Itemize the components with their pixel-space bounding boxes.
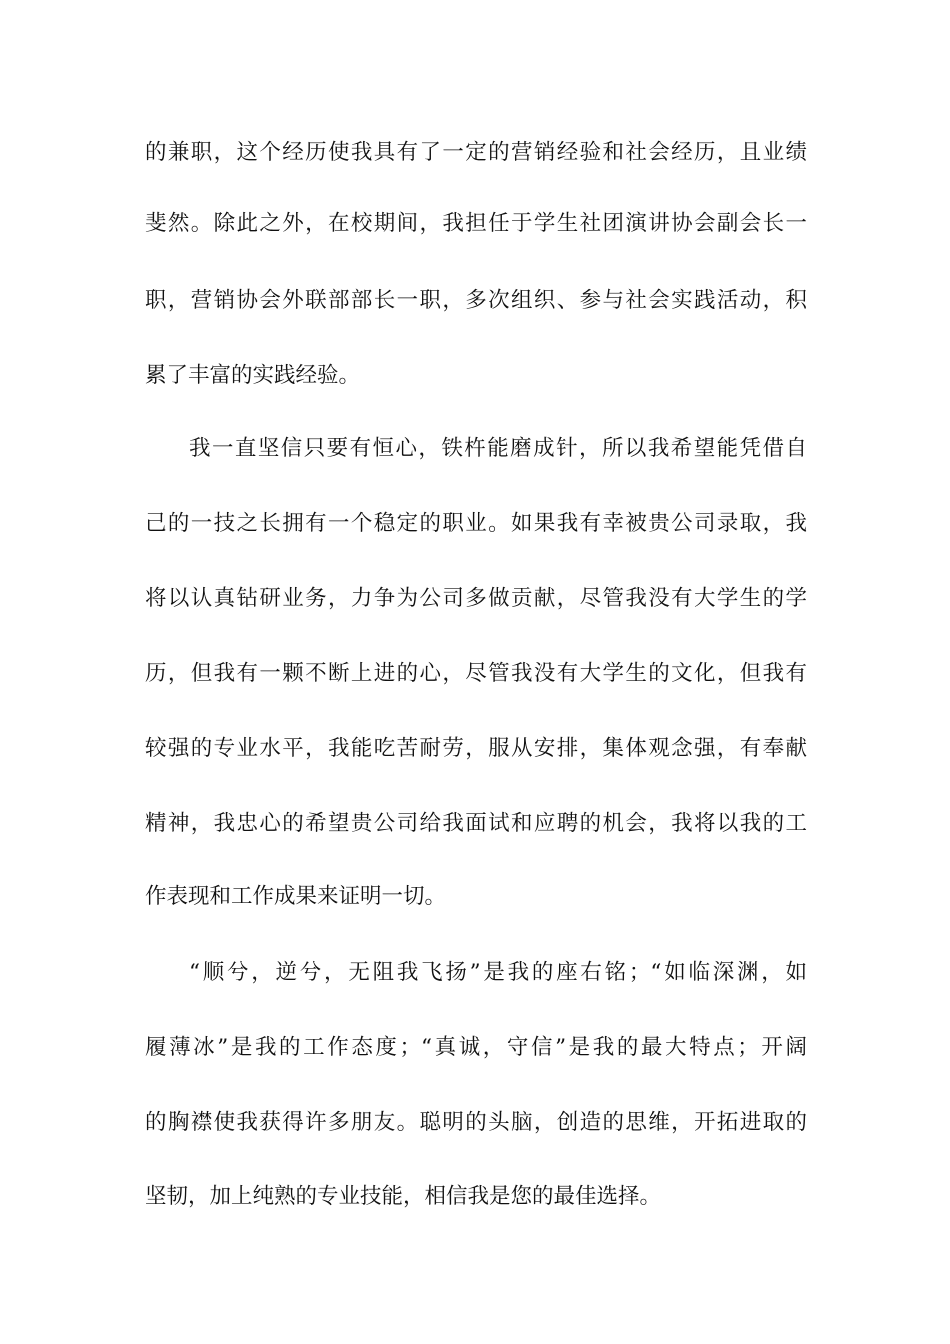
paragraph-3-line-4: 坚韧，加上纯熟的专业技能，相信我是您的最佳选择。 bbox=[145, 1184, 662, 1209]
paragraph-2-line-3: 将以认真钻研业务，力争为公司多做贡献，尽管我没有大学生的学 bbox=[145, 586, 807, 611]
paragraph-2-line-4: 历，但我有一颗不断上进的心，尽管我没有大学生的文化，但我有 bbox=[145, 661, 807, 686]
paragraph-2-line-6: 精神，我忠心的希望贵公司给我面试和应聘的机会，我将以我的工 bbox=[145, 811, 807, 836]
paragraph-2-line-7: 作表现和工作成果来证明一切。 bbox=[145, 884, 447, 909]
paragraph-1-line-4: 累了丰富的实践经验。 bbox=[145, 363, 361, 388]
paragraph-2-line-5: 较强的专业水平，我能吃苦耐劳，服从安排，集体观念强，有奉献 bbox=[145, 736, 807, 761]
paragraph-1-line-2: 斐然。除此之外，在校期间，我担任于学生社团演讲协会副会长一 bbox=[145, 211, 807, 236]
paragraph-2-line-1: 我一直坚信只要有恒心，铁杵能磨成针，所以我希望能凭借自 bbox=[189, 436, 807, 461]
paragraph-3-line-3: 的胸襟使我获得许多朋友。聪明的头脑，创造的思维，开拓进取的 bbox=[145, 1110, 807, 1135]
paragraph-1-line-1: 的兼职，这个经历使我具有了一定的营销经验和社会经历，且业绩 bbox=[145, 140, 807, 165]
paragraph-1-line-3: 职，营销协会外联部部长一职，多次组织、参与社会实践活动，积 bbox=[145, 288, 807, 313]
paragraph-3-line-1: “顺兮，逆兮，无阻我飞扬”是我的座右铭；“如临深渊，如 bbox=[189, 960, 807, 985]
paragraph-2-line-2: 己的一技之长拥有一个稳定的职业。如果我有幸被贵公司录取，我 bbox=[145, 511, 807, 536]
paragraph-3-line-2: 履薄冰”是我的工作态度；“真诚，守信”是我的最大特点；开阔 bbox=[145, 1035, 807, 1060]
